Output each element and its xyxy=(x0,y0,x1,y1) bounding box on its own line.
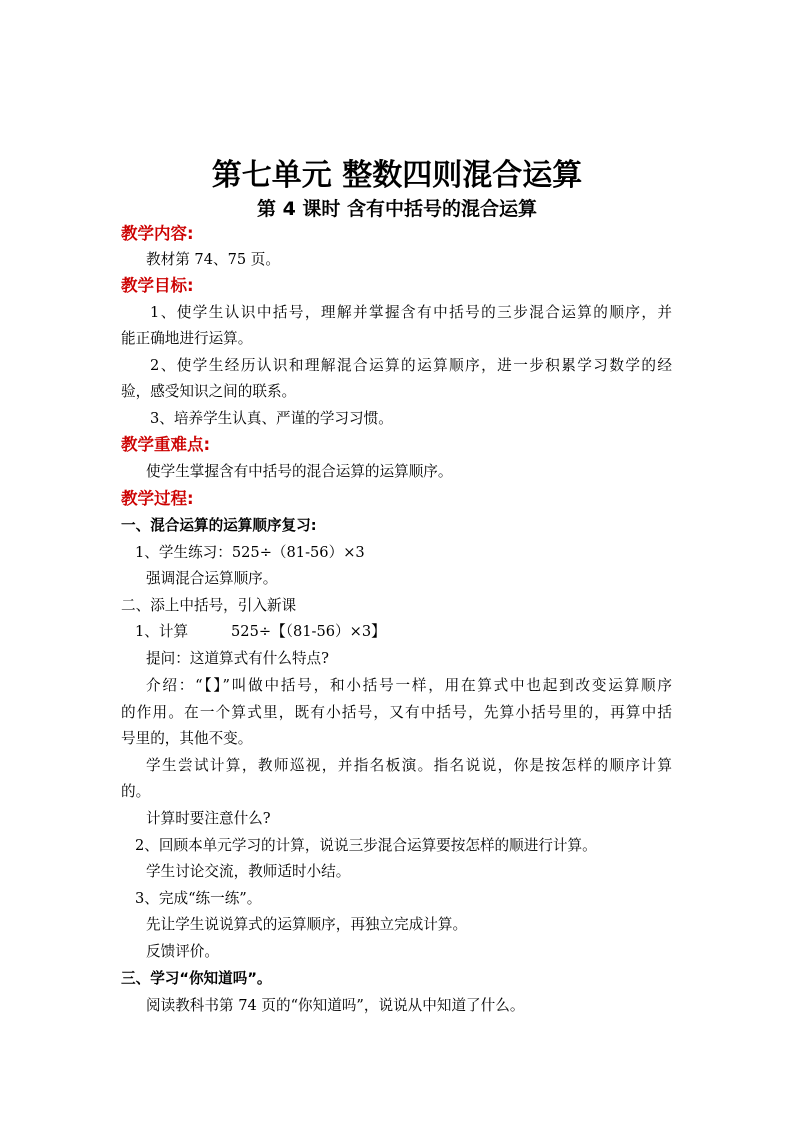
unit-title: 第七单元 整数四则混合运算 xyxy=(211,158,583,193)
p2-item2-note: 学生讨论交流，教师适时小结。 xyxy=(146,863,351,880)
p2-item3-note: 先让学生说说算式的运算顺序，再独立完成计算。 xyxy=(146,916,468,933)
p2-intro-line2: 的作用。在一个算式里，既有小括号，又有中括号，先算小括号里的，再算中括 xyxy=(121,704,672,721)
p2-intro-line1: 介绍：“【】”叫做中括号，和小括号一样，用在算式中也起到改变运算顺序 xyxy=(146,677,672,694)
lesson-subtitle: 第 4 课时 含有中括号的混合运算 xyxy=(256,198,538,220)
goal3: 3、培养学生认真、严谨的学习习惯。 xyxy=(150,410,393,427)
key-text: 使学生掌握含有中括号的混合运算的运算顺序。 xyxy=(146,463,453,480)
content-text: 教材第 74、75 页。 xyxy=(146,251,280,268)
content-heading: 教学内容: xyxy=(121,224,194,243)
p1-heading: 一、混合运算的运算顺序复习: xyxy=(121,517,317,534)
goals-heading: 教学目标: xyxy=(121,276,194,295)
p2-attention: 计算时要注意什么? xyxy=(146,810,271,827)
goal2-line1: 2、使学生经历认识和理解混合运算的运算顺序，进一步积累学习数学的经 xyxy=(150,357,672,374)
p1-item1-note: 强调混合运算顺序。 xyxy=(146,570,278,587)
p3-heading: 三、学习“你知道吗”。 xyxy=(121,970,272,987)
p2-intro-line3: 号里的，其他不变。 xyxy=(121,730,253,747)
p2-try-line1: 学生尝试计算，教师巡视，并指名板演。指名说说，你是按怎样的顺序计算 xyxy=(146,757,672,774)
goal1-line1: 1、使学生认识中括号，理解并掌握含有中括号的三步混合运算的顺序，并 xyxy=(150,304,672,321)
p2-try-line2: 的。 xyxy=(121,783,151,800)
process-heading: 教学过程: xyxy=(121,489,194,508)
p2-item1-label: 1、计算 xyxy=(135,623,189,640)
goal1-line2: 能正确地进行运算。 xyxy=(121,330,253,347)
p2-feedback: 反馈评价。 xyxy=(146,943,219,960)
p2-question: 提问：这道算式有什么特点? xyxy=(146,650,329,667)
p2-heading: 二、添上中括号，引入新课 xyxy=(121,597,297,614)
p3-text: 阅读教科书第 74 页的“你知道吗”，说说从中知道了什么。 xyxy=(146,997,525,1014)
p2-item2: 2、回顾本单元学习的计算，说说三步混合运算要按怎样的顺进行计算。 xyxy=(135,837,597,854)
goal2-line2: 验，感受知识之间的联系。 xyxy=(121,383,297,400)
p2-item1-expression: 525÷【（81-56）×3】 xyxy=(231,623,386,640)
key-heading: 教学重难点: xyxy=(121,435,211,454)
p2-item3: 3、完成“练一练”。 xyxy=(135,890,262,907)
p1-item1: 1、学生练习：525÷（81-56）×3 xyxy=(135,544,365,561)
